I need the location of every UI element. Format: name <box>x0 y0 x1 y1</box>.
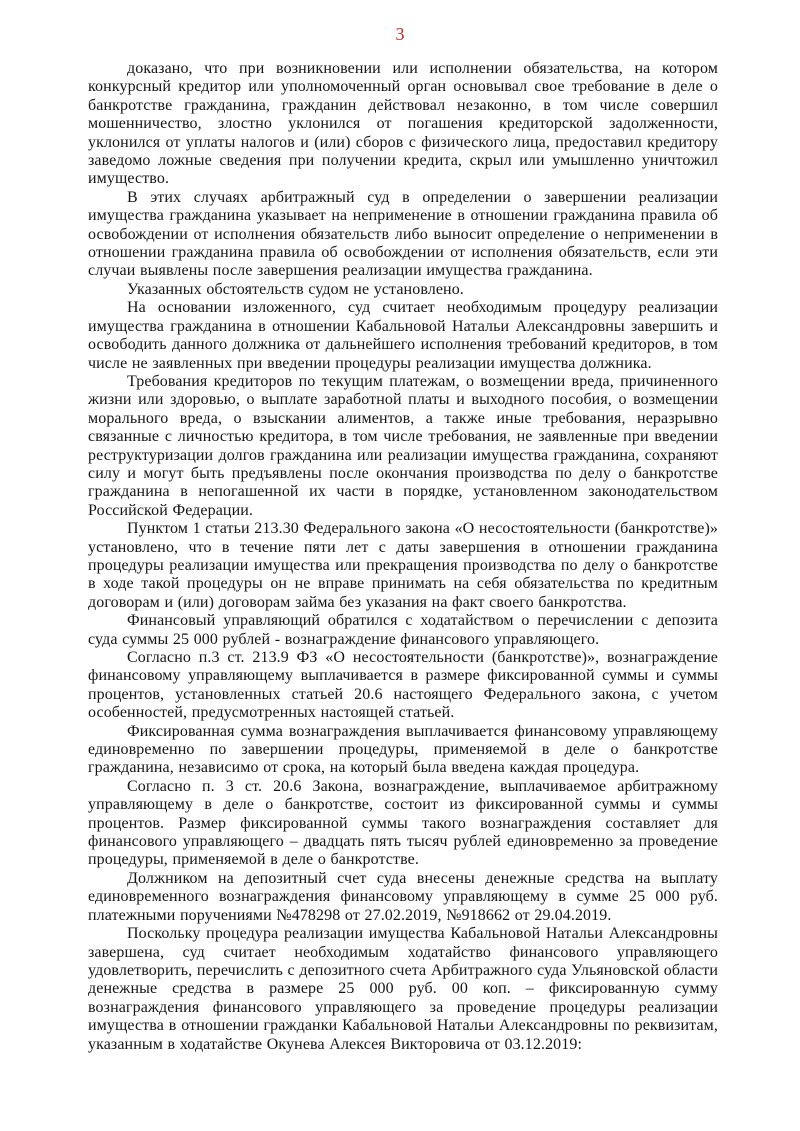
paragraph: В этих случаях арбитражный суд в определении о завершении реализации имущества гражданина указывает на неприменение в отношении гражданина правила об освобождении от исполнения обязательств либо выносит определение о неприменении в отношении гражданина правила об освобождении от исполнения обязательств, если эти случаи выявлены после завершения реализации имущества гражданина. <box>88 188 718 280</box>
paragraph: Требования кредиторов по текущим платежам, о возмещении вреда, причиненного жизни или здоровью, о выплате заработной платы и выходного пособия, о возмещении морального вреда, о взыскании алиментов, а также иные требования, неразрывно связанные с личностью кредитора, в том числе требования, не заявленные при введении реструктуризации долгов гражданина или реализации имущества гражданина, сохраняют силу и могут быть предъявлены после окончания производства по делу о банкротстве гражданина в непогашенной их части в порядке, установленном законодательством Российской Федерации. <box>88 372 718 519</box>
paragraph: Финансовый управляющий обратился с ходатайством о перечислении с депозита суда суммы 25 000 рублей - вознаграждение финансового управляющего. <box>88 612 718 648</box>
paragraph: Фиксированная сумма вознаграждения выплачивается финансовому управляющему единовременно по завершении процедуры, применяемой в деле о банкротстве гражданина, независимо от срока, на который была введена каждая процедура. <box>88 722 718 777</box>
document-body <box>88 60 718 1054</box>
paragraph: Указанных обстоятельств судом не установлено. <box>127 280 464 298</box>
page-number: 3 <box>395 24 405 44</box>
paragraph: Пунктом 1 статьи 213.30 Федерального закона «О несостоятельности (банкротстве)» установлено, что в течение пяти лет с даты завершения в отношении гражданина процедуры реализации имущества или прекращения производства по делу о банкротстве в ходе такой процедуры он не вправе принимать на себя обязательства по кредитным договорам и (или) договорам займа без указания на факт своего банкротства. <box>88 520 718 611</box>
paragraph: Должником на депозитный счет суда внесены денежные средства на выплату единовременного вознаграждения финансовому управляющему в сумме 25 000 руб. платежными поручениями №478298 от 27.02.2019, №918662 от 29.04.2019. <box>88 869 718 924</box>
paragraph: Согласно п. 3 ст. 20.6 Закона, вознаграждение, выплачиваемое арбитражному управляющему в деле о банкротстве, состоит из фиксированной суммы и суммы процентов. Размер фиксированной суммы такого вознаграждения составляет для финансового управляющего – двадцать пять тысяч рублей единовременно за проведение процедуры, применяемой в деле о банкротстве. <box>88 777 718 869</box>
paragraph: На основании изложенного, суд считает необходимым процедуру реализации имущества гражданина в отношении Кабальновой Натальи Александровны завершить и освободить данного должника от дальнейшего исполнения требований кредиторов, в том числе не заявленных при введении процедуры реализации имущества должника. <box>88 299 718 372</box>
paragraph: Поскольку процедура реализации имущества Кабальновой Натальи Александровны завершена, суд считает необходимым ходатайство финансового управляющего удовлетворить, перечислить с депозитного счета Арбитражного суда Ульяновской области денежные средства в размере 25 000 руб. 00 коп. – фиксированную сумму вознаграждения финансового управляющего за проведение процедуры реализации имущества в отношении гражданки Кабальновой Натальи Александровны по реквизитам, указанным в ходатайстве Окунева Алексея Викторовича от 03.12.2019: <box>88 925 718 1053</box>
paragraph: доказано, что при возникновении или исполнении обязательства, на котором конкурсный кредитор или уполномоченный орган основывал свое требование в деле о банкротстве гражданина, гражданин действовал незаконно, в том числе совершил мошенничество, злостно уклонился от погашения кредиторской задолженности, уклонился от уплаты налогов и (или) сборов с физического лица, предоставил кредитору заведомо ложные сведения при получении кредита, скрыл или умышленно уничтожил имущество. <box>88 60 718 188</box>
paragraph: Согласно п.3 ст. 213.9 ФЗ «О несостоятельности (банкротстве)», вознаграждение финансовому управляющему выплачивается в размере фиксированной суммы и суммы процентов, установленных статьей 20.6 настоящего Федерального закона, с учетом особенностей, предусмотренных настоящей статьей. <box>88 649 718 722</box>
